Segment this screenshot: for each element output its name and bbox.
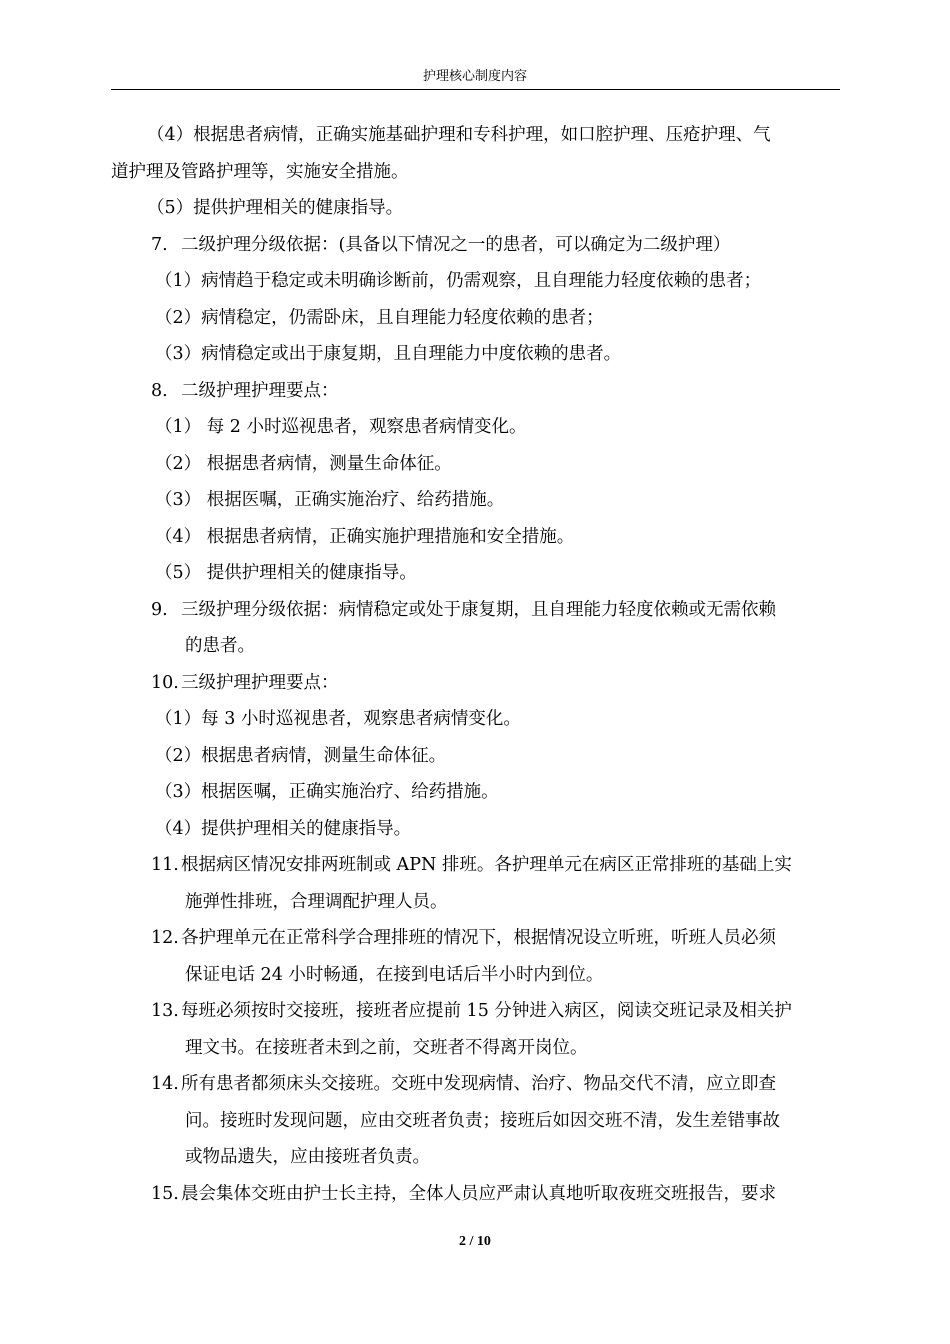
line-text: （2）根据患者病情，测量生命体征。	[155, 745, 447, 766]
text-line	[111, 957, 840, 994]
line-text: （1） 每 2 小时巡视患者，观察患者病情变化。	[155, 417, 527, 437]
page-header-title: 护理核心制度内容	[422, 69, 527, 84]
list-number: 13.	[151, 1001, 179, 1021]
line-text: （1）病情趋于稳定或未明确诊断前，仍需观察，且自理能力轻度依赖的患者；	[155, 271, 762, 291]
text-line	[111, 190, 840, 227]
page-number: 2 / 10	[459, 1234, 491, 1249]
list-number: 15.	[151, 1183, 179, 1204]
line-text: 保证电话 24 小时畅通，在接到电话后半小时内到位。	[185, 964, 604, 985]
list-number: 10.	[151, 672, 179, 693]
text-line	[111, 519, 840, 556]
line-text: 每班必须按时交接班，接班者应提前 15 分钟进入病区，阅读交班记录及相关护	[181, 1001, 792, 1021]
text-line	[111, 628, 840, 665]
text-line	[111, 373, 840, 410]
line-text: 三级护理分级依据：病情稳定或处于康复期，且自理能力轻度依赖或无需依赖	[181, 599, 776, 620]
line-text: 道护理及管路护理等，实施安全措施。	[111, 161, 409, 182]
text-line	[111, 154, 840, 191]
text-line	[111, 555, 840, 592]
line-text: 或物品遗失，应由接班者负责。	[185, 1147, 430, 1167]
line-text: 二级护理分级依据：(具备以下情况之一的患者，可以确定为二级护理）	[181, 234, 731, 255]
line-text: （1）每 3 小时巡视患者，观察患者病情变化。	[155, 709, 521, 729]
list-number: 12.	[151, 928, 179, 948]
text-line	[111, 446, 840, 483]
text-line	[111, 482, 840, 519]
header-divider	[111, 89, 840, 90]
line-text: 晨会集体交班由护士长主持，全体人员应严肃认真地听取夜班交班报告，要求	[181, 1183, 776, 1204]
list-number: 14.	[151, 1074, 179, 1094]
line-text: 二级护理护理要点：	[181, 380, 339, 401]
list-number: 11.	[151, 855, 179, 875]
line-text: 所有患者都须床头交接班。交班中发现病情、治疗、物品交代不清，应立即查	[181, 1074, 776, 1094]
line-text: （5） 提供护理相关的健康指导。	[155, 563, 417, 583]
text-line	[111, 1139, 840, 1176]
line-text: （4）提供护理相关的健康指导。	[155, 818, 412, 839]
line-text: （4） 根据患者病情，正确实施护理措施和安全措施。	[155, 526, 575, 547]
text-line	[111, 847, 840, 884]
text-line	[111, 592, 840, 629]
text-line	[111, 1176, 840, 1213]
line-text: （5）提供护理相关的健康指导。	[147, 198, 404, 218]
text-line	[111, 1030, 840, 1067]
text-line	[111, 774, 840, 811]
text-line	[111, 665, 840, 702]
line-text: （3）根据医嘱，正确实施治疗、给药措施。	[155, 782, 499, 802]
text-line	[111, 336, 840, 373]
text-line	[111, 117, 840, 154]
text-line	[111, 1103, 840, 1140]
line-text: （3）病情稳定或出于康复期，且自理能力中度依赖的患者。	[155, 344, 622, 364]
text-line	[111, 409, 840, 446]
list-number: 7.	[151, 234, 168, 255]
text-line	[111, 263, 840, 300]
line-text: 根据病区情况安排两班制或 APN 排班。各护理单元在病区正常排班的基础上实	[181, 855, 792, 875]
text-line	[111, 884, 840, 921]
document-body	[111, 117, 840, 1212]
text-line	[111, 300, 840, 337]
line-text: （3） 根据医嘱，正确实施治疗、给药措施。	[155, 490, 505, 510]
line-text: （2）病情稳定，仍需卧床，且自理能力轻度依赖的患者；	[155, 307, 604, 328]
line-text: （2） 根据患者病情，测量生命体征。	[155, 453, 452, 474]
line-text: 的患者。	[185, 636, 255, 656]
text-line	[111, 811, 840, 848]
text-line	[111, 738, 840, 775]
line-text: 三级护理护理要点：	[181, 672, 339, 693]
list-number: 8.	[151, 380, 168, 401]
line-text: （4）根据患者病情，正确实施基础护理和专科护理，如口腔护理、压疮护理、气	[147, 125, 771, 145]
line-text: 施弹性排班，合理调配护理人员。	[185, 891, 448, 912]
line-text: 问。接班时发现问题，应由交班者负责；接班后如因交班不清，发生差错事故	[185, 1110, 780, 1131]
text-line	[111, 701, 840, 738]
text-line	[111, 920, 840, 957]
line-text: 理文书。在接班者未到之前，交班者不得离开岗位。	[185, 1037, 588, 1058]
text-line	[111, 993, 840, 1030]
text-line	[111, 227, 840, 264]
line-text: 各护理单元在正常科学合理排班的情况下，根据情况设立听班，听班人员必须	[181, 928, 776, 948]
list-number: 9.	[151, 599, 168, 620]
text-line	[111, 1066, 840, 1103]
